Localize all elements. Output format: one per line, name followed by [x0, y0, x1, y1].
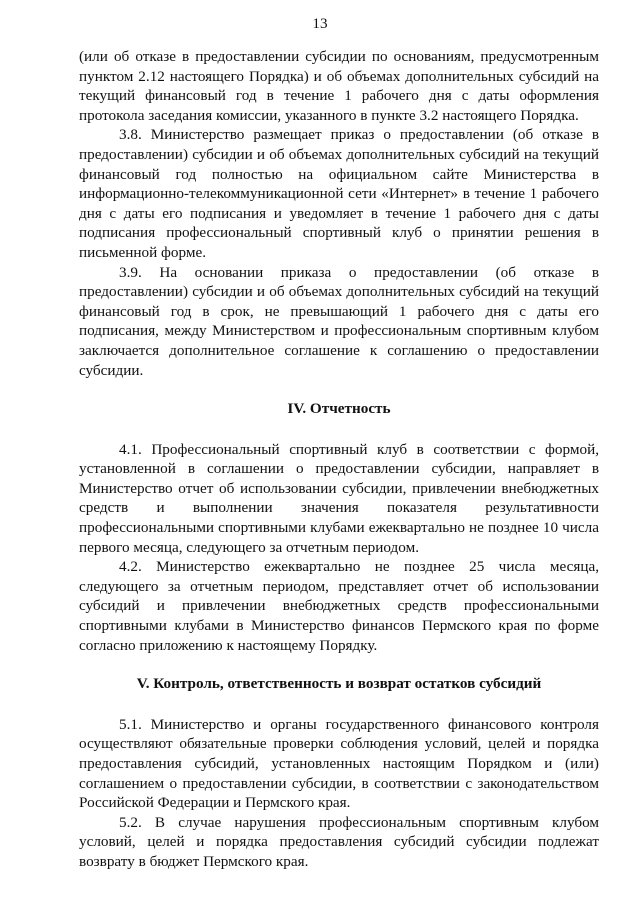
paragraph-5-1: 5.1. Министерство и органы государственного финансового контроля осуществляют обязательные проверки соблюдения условий, целей и порядка предоставления субсидий, установленных настоящим Порядком и (или) соглашением о предоставлении субсидии, в соответствии с законодательством Российской Федерации и Пермского края.: [79, 715, 599, 812]
document-body: [79, 47, 599, 872]
section-heading-iv: IV. Отчетность: [287, 400, 391, 418]
spacer: [79, 380, 599, 399]
paragraph-3-7-continuation: (или об отказе в предоставлении субсидии по основаниям, предусмотренным пунктом 2.12 настоящего Порядка) и об объемах дополнительных субсидий на текущий финансовый год в течение 1 рабочего дня с даты оформления протокола заседания комиссии, указанного в пункте 3.2 настоящего Порядка.: [79, 48, 599, 124]
spacer: [79, 419, 599, 440]
paragraph-5-2: 5.2. В случае нарушения профессиональным спортивным клубом условий, целей и порядка предоставления субсидий субсидии подлежат возврату в бюджет Пермского края.: [79, 813, 599, 870]
paragraph-4-1: 4.1. Профессиональный спортивный клуб в соответствии с формой, установленной в соглашении о предоставлении субсидии, направляет в Министерство отчет об использовании субсидии, привлечении внебюджетных средств и выполнении значения показателя результативности профессиональными спортивными клубами ежеквартально не позднее 10 числа первого месяца, следующего за отчетным периодом.: [79, 440, 599, 556]
paragraph-3-9: 3.9. На основании приказа о предоставлении (об отказе в предоставлении) субсидии и об объемах дополнительных субсидий на текущий финансовый год в срок, не превышающий 1 рабочего дня с даты его подписания, между Министерством и профессиональным спортивным клубом заключается дополнительное соглашение к соглашению о предоставлении субсидии.: [79, 263, 599, 379]
spacer: [79, 655, 599, 674]
paragraph-3-8: 3.8. Министерство размещает приказ о предоставлении (об отказе в предоставлении) субсидии и об объемах дополнительных субсидий на текущий финансовый год полностью на официальном сайте Министерства в информационно-телекоммуникационной сети «Интернет» в течение 1 рабочего дня с даты его подписания и уведомляет в течение 1 рабочего дня с даты подписания профессиональный спортивный клуб о принятии решения в письменной форме.: [79, 126, 599, 261]
page-number: 13: [312, 15, 328, 32]
section-heading-v: V. Контроль, ответственность и возврат остатков субсидий: [136, 675, 542, 693]
spacer: [79, 694, 599, 715]
paragraph-4-2: 4.2. Министерство ежеквартально не позднее 25 числа месяца, следующего за отчетным периодом, представляет отчет об использовании субсидий и привлечении внебюджетных средств профессиональными спортивными клубами в Министерство финансов Пермского края по форме согласно приложению к настоящему Порядку.: [79, 558, 599, 654]
